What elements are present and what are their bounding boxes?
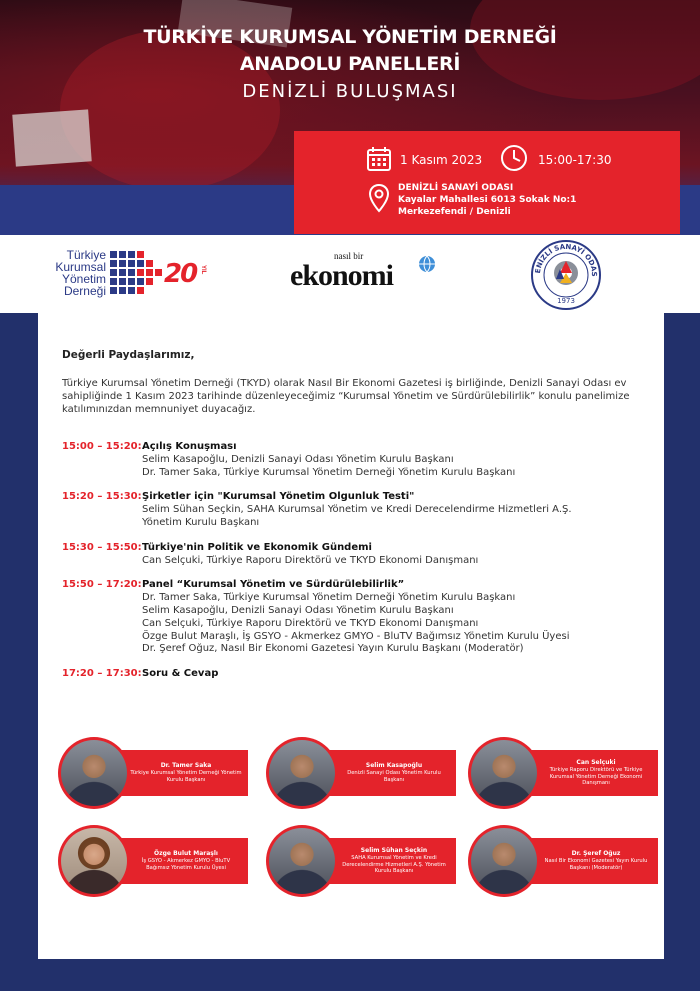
speaker-photo <box>58 825 130 897</box>
agenda-item <box>62 542 652 568</box>
tkyd-logo <box>42 249 222 301</box>
agenda-item <box>62 668 652 681</box>
agenda-item <box>62 441 652 479</box>
venue-address-1: Kayalar Mahallesi 6013 Sokak No:1 <box>398 195 577 205</box>
speaker-role: İş GSYO - Akmerkez GMYO - BluTV Bağımsız Yönetim Kurulu Üyesi <box>141 858 231 871</box>
intro-paragraph: Türkiye Kurumsal Yönetim Derneği (TKYD) olarak Nasıl Bir Ekonomi Gazetesi iş birliğinde, Denizli Sanayi Odası ev sahipliğinde 1 Kasım 2023 tarihinde düzenleyeceğimiz “Kurumsal Yönetim ve Sürdürülebilirlik” konulu panelimize katılımınızdan memnuniyet duyacağız. <box>62 378 630 415</box>
agenda-line: Dr. Tamer Saka, Türkiye Kurumsal Yönetim Derneği Yönetim Kurulu Başkanı <box>142 592 516 604</box>
tkyd-anniversary: 20 <box>164 259 197 289</box>
invitation-card <box>38 313 664 959</box>
agenda-line: Selim Sühan Seçkin, SAHA Kurumsal Yönetim ve Kredi Derecelendirme Hizmetleri A.Ş. <box>142 504 572 516</box>
dso-year: 1973 <box>557 297 575 305</box>
blue-strip <box>0 185 294 234</box>
person-avatar-icon <box>269 740 335 806</box>
agenda-time: 15:20 – 15:30: <box>62 491 142 503</box>
event-venue <box>398 182 576 218</box>
agenda-time: 15:50 – 17:20: <box>62 579 142 591</box>
title-line-3: DENİZLİ BULUŞMASI <box>242 81 458 102</box>
agenda-line: Yönetim Kurulu Başkanı <box>142 516 260 528</box>
tkyd-logo-line: Kurumsal <box>55 260 106 274</box>
hero-banner <box>0 0 700 235</box>
agenda-title: Şirketler için "Kurumsal Yönetim Olgunluk Testi" <box>142 491 415 503</box>
clock-icon <box>500 144 528 177</box>
speaker-name: Özge Bulut Maraşlı <box>154 850 218 858</box>
speaker-card <box>58 737 258 809</box>
calendar-icon <box>366 146 392 177</box>
location-pin-icon <box>368 183 390 218</box>
tkyd-logo-line: Derneği <box>63 284 106 298</box>
event-title <box>0 24 700 106</box>
dso-seal-text: ENİZLİ SANAYİ ODAS <box>533 242 599 277</box>
speaker-name: Can Selçuki <box>576 759 616 767</box>
dso-seal-logo <box>530 239 602 311</box>
tkyd-anniversary-suffix: YIL <box>200 265 206 275</box>
agenda-line: Selim Kasapoğlu, Denizli Sanayi Odası Yönetim Kurulu Başkanı <box>142 453 454 465</box>
ekonomi-logo-big: ekonomi <box>290 259 394 292</box>
speaker-name: Dr. Şeref Oğuz <box>571 850 621 858</box>
agenda-line: Dr. Tamer Saka, Türkiye Kurumsal Yönetim Derneği Yönetim Kurulu Başkanı <box>142 466 516 478</box>
speaker-name: Selim Sühan Seçkin <box>360 847 428 855</box>
tkyd-logo-line: Yönetim <box>61 272 106 286</box>
agenda-title: Türkiye'nin Politik ve Ekonomik Gündemi <box>142 541 372 553</box>
agenda-time: 17:20 – 17:30: <box>62 668 142 680</box>
hero-paper-decor <box>12 109 91 166</box>
speaker-card <box>58 825 258 897</box>
agenda-title: Soru & Cevap <box>142 668 219 680</box>
greeting: Değerli Paydaşlarımız, <box>62 349 195 361</box>
speaker-photo <box>468 737 540 809</box>
person-avatar-icon <box>471 740 537 806</box>
speaker-role: Türkiye Kurumsal Yönetim Derneği Yönetim Kurulu Başkanı <box>130 770 242 783</box>
tkyd-logo-text <box>42 249 106 297</box>
speaker-role: Denizli Sanayi Odası Yönetim Kurulu Başkanı <box>347 770 441 783</box>
agenda-time: 15:00 – 15:20: <box>62 441 142 452</box>
agenda-title: Açılış Konuşması <box>142 441 237 452</box>
speaker-role: SAHA Kurumsal Yönetim ve Kredi Derecelendirme Hizmetleri A.Ş. Yönetim Kurulu Başkanı <box>342 855 446 875</box>
tkyd-logo-line: Türkiye <box>66 248 106 262</box>
event-info-box <box>294 131 680 234</box>
letter-body <box>62 349 652 416</box>
agenda-item <box>62 491 652 529</box>
speaker-role: Nasıl Bir Ekonomi Gazetesi Yayın Kurulu Başkanı (Moderatör) <box>544 858 648 871</box>
agenda-line: Dr. Şeref Oğuz, Nasıl Bir Ekonomi Gazetesi Yayın Kurulu Başkanı (Moderatör) <box>142 643 524 655</box>
agenda-time: 15:30 – 15:50: <box>62 541 142 553</box>
speaker-photo <box>266 825 338 897</box>
agenda-line: Can Selçuki, Türkiye Raporu Direktörü ve TKYD Ekonomi Danışmanı <box>142 554 479 566</box>
ekonomi-logo-small: nasıl bir <box>334 251 364 261</box>
title-line-2: ANADOLU PANELLERİ <box>239 53 461 75</box>
speaker-name: Dr. Tamer Saka <box>160 762 212 770</box>
title-line-1: TÜRKİYE KURUMSAL YÖNETİM DERNEĞİ <box>143 26 557 48</box>
speaker-card <box>468 737 668 809</box>
speaker-photo <box>58 737 130 809</box>
speaker-card <box>468 825 668 897</box>
globe-icon <box>418 255 436 278</box>
agenda-line: Özge Bulut Maraşlı, İş GSYO - Akmerkez GMYO - BluTV Bağımsız Yönetim Kurulu Üyesi <box>142 630 570 642</box>
venue-name: DENİZLİ SANAYİ ODASI <box>398 183 514 193</box>
venue-address-2: Merkezefendi / Denizli <box>398 207 511 217</box>
blue-strip <box>680 185 700 234</box>
speaker-photo <box>266 737 338 809</box>
event-time: 15:00-17:30 <box>538 153 612 167</box>
agenda-line: Can Selçuki, Türkiye Raporu Direktörü ve TKYD Ekonomi Danışmanı <box>142 617 479 629</box>
ekonomi-logo <box>290 251 440 295</box>
person-avatar-icon <box>61 828 127 894</box>
person-avatar-icon <box>61 740 127 806</box>
speaker-card <box>266 737 466 809</box>
event-date: 1 Kasım 2023 <box>400 153 483 167</box>
person-avatar-icon <box>269 828 335 894</box>
speaker-name: Selim Kasapoğlu <box>365 762 423 770</box>
agenda <box>62 441 652 693</box>
agenda-title: Panel “Kurumsal Yönetim ve Sürdürülebilirlik” <box>142 579 405 591</box>
person-avatar-icon <box>471 828 537 894</box>
agenda-line: Selim Kasapoğlu, Denizli Sanayi Odası Yönetim Kurulu Başkanı <box>142 604 454 616</box>
sponsor-logo-bar <box>0 235 700 313</box>
agenda-item <box>62 579 652 656</box>
speaker-photo <box>468 825 540 897</box>
speaker-role: Türkiye Raporu Direktörü ve Türkiye Kurumsal Yönetim Derneği Ekonomi Danışmanı <box>549 767 643 787</box>
tkyd-grid-icon <box>110 251 166 304</box>
speaker-card <box>266 825 466 897</box>
